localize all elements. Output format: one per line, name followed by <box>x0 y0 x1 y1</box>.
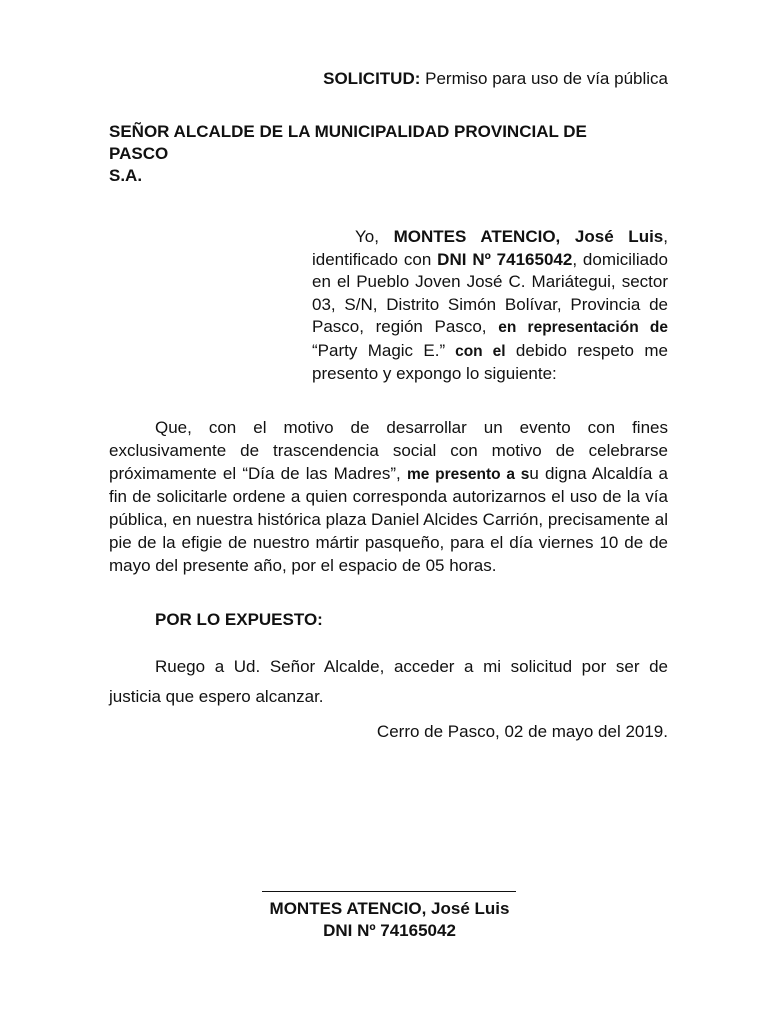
intro-address: , domiciliado en el Pueblo Joven José C. Mariátegui, sector 03, S/N, Distrito Simón Bolívar, Provincia de Pasco, región Pasco, <box>312 249 668 336</box>
subject-label: SOLICITUD: <box>323 69 421 88</box>
intro-paragraph <box>312 226 668 386</box>
body-paragraph <box>109 417 668 578</box>
signature-line <box>262 891 516 892</box>
date-line: Cerro de Pasco, 02 de mayo del 2019. <box>376 722 668 741</box>
subject-line <box>323 67 668 91</box>
intro-representation-post: con el <box>445 342 506 360</box>
body-part-1: Que, con el motivo de desarrollar un evento con fines exclusivamente de trascendencia social con motivo de celebrarse próximamente el “Día de las Madres”, <box>109 418 668 483</box>
applicant-name: MONTES ATENCIO, José Luis <box>393 227 664 246</box>
company-name: “Party Magic E.” <box>312 340 446 360</box>
intro-closing: debido respeto me presento y expongo lo siguiente: <box>312 340 668 383</box>
addressee-line-2: PASCO <box>109 144 169 163</box>
por-lo-expuesto-heading: POR LO EXPUESTO: <box>155 610 323 629</box>
addressee-line-1: SEÑOR ALCALDE DE LA MUNICIPALIDAD PROVINCIAL DE <box>109 122 587 141</box>
signature-dni: DNI Nº 74165042 <box>323 921 456 940</box>
signature-block <box>200 898 579 942</box>
ruego-text: Ruego a Ud. Señor Alcalde, acceder a mi solicitud por ser de justicia que espero alcanzar. <box>109 657 668 706</box>
subject-text: Permiso para uso de vía pública <box>420 69 668 88</box>
addressee-line-3: S.A. <box>109 166 143 185</box>
intro-representation-pre: en representación de <box>498 319 669 336</box>
ruego-paragraph <box>109 652 668 712</box>
intro-identified: identificado con <box>312 249 438 269</box>
addressee-block <box>109 121 669 187</box>
intro-comma: , <box>663 227 668 246</box>
intro-yo: Yo, <box>355 227 394 246</box>
signature-name: MONTES ATENCIO, José Luis <box>269 899 510 918</box>
body-bold: me presento a s <box>406 465 530 483</box>
body-part-2: u digna Alcaldía a fin de solicitarle ordene a quien corresponda autorizarnos el uso de la vía pública, en nuestra histórica plaza Daniel Alcides Carrión, precisamente al pie de la efigie de nuestro mártir pasqueño, para el día viernes 10 de de mayo del presente año, por el espacio de 05 horas. <box>109 463 669 575</box>
applicant-dni: DNI Nº 74165042 <box>437 249 573 269</box>
